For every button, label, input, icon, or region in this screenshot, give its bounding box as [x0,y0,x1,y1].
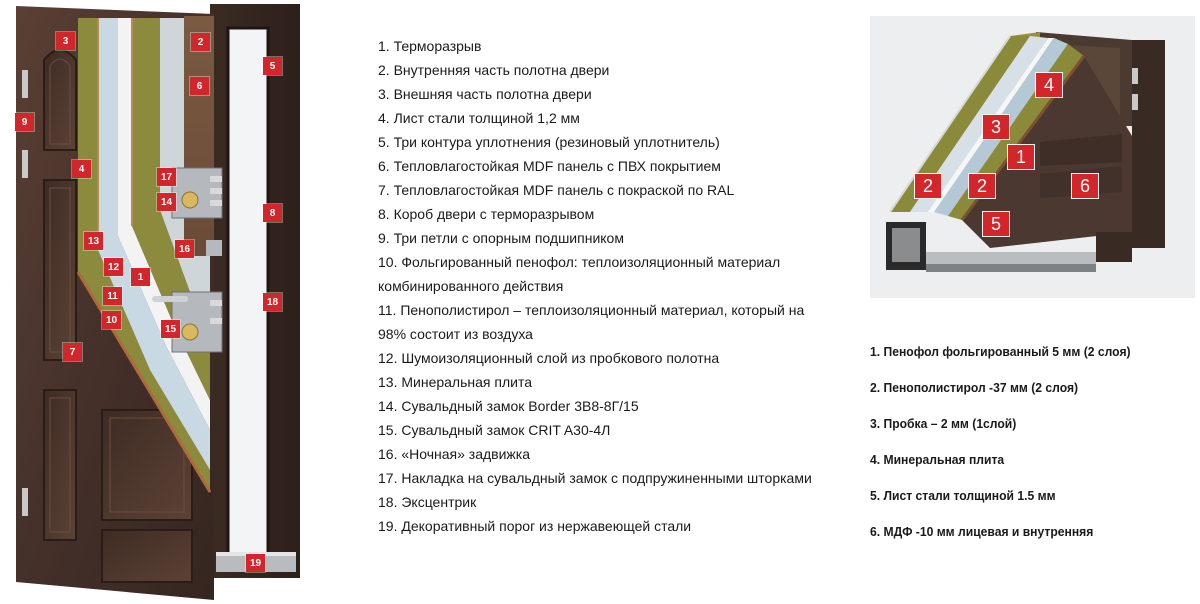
door-label-18: 18 [263,293,282,311]
list-item: 14. Сувальдный замок Border 3В8-8Г/15 [378,398,639,414]
section-label-1: 1 [1007,144,1035,170]
list-item: 13. Минеральная плита [378,374,532,390]
list-item: 8. Короб двери с терморазрывом [378,206,595,222]
door-label-8: 8 [263,204,282,222]
door-cutaway-illustration [0,0,300,604]
spec-item: 6. МДФ -10 мм лицевая и внутренняя [870,524,1094,539]
door-label-15: 15 [161,320,180,338]
door-label-5: 5 [263,57,282,75]
spec-item: 4. Минеральная плита [870,452,1005,467]
door-label-10: 10 [102,311,121,329]
door-label-12: 12 [104,258,123,276]
spec-item: 1. Пенофол фольгированный 5 мм (2 слоя) [870,344,1131,359]
spec-item: 3. Пробка – 2 мм (1слой) [870,416,1017,431]
list-item: 6. Тепловлагостойкая MDF панель с ПВХ покрытием [378,158,721,174]
door-label-11: 11 [103,287,122,305]
section-label-3: 3 [982,114,1010,140]
door-label-7: 7 [63,343,82,361]
list-item: 5. Три контура уплотнения (резиновый уплотнитель) [378,134,720,150]
list-item: 3. Внешняя часть полотна двери [378,86,592,102]
list-item: 4. Лист стали толщиной 1,2 мм [378,110,580,126]
list-item: 9. Три петли с опорным подшипником [378,230,624,246]
list-item: 18. Эксцентрик [378,494,477,510]
section-label-4: 4 [1035,72,1063,98]
list-item: 10. Фольгированный пенофол: теплоизоляционный материал [378,254,781,270]
list-item: 12. Шумоизоляционный слой из пробкового полотна [378,350,720,366]
list-item: 11. Пенополистирол – теплоизоляционный материал, который на [378,302,805,318]
door-label-19: 19 [246,554,265,572]
door-label-14: 14 [157,193,176,211]
component-list [378,34,848,538]
section-label-5: 5 [982,211,1010,237]
list-item: 17. Накладка на сувальдный замок с подпружиненными шторками [378,470,812,486]
list-item: 1. Терморазрыв [378,38,482,54]
door-label-3: 3 [56,32,75,50]
door-label-2: 2 [191,33,210,51]
list-item: 15. Сувальдный замок CRIT A30-4Л [378,422,611,438]
list-item: комбинированного действия [378,278,564,294]
list-item: 16. «Ночная» задвижка [378,446,531,462]
list-item: 7. Тепловлагостойкая MDF панель с покраской по RAL [378,182,735,198]
spec-item: 2. Пенополистирол -37 мм (2 слоя) [870,380,1079,395]
section-label-2-left: 2 [914,173,942,199]
door-label-16: 16 [175,240,194,258]
section-label-6: 6 [1071,173,1099,199]
section-label-2-right: 2 [968,173,996,199]
door-label-6: 6 [190,77,209,95]
list-item: 19. Декоративный порог из нержавеющей стали [378,518,692,534]
door-label-17: 17 [157,168,176,186]
door-label-1: 1 [131,268,150,286]
door-label-9: 9 [15,113,34,131]
door-frame [210,4,300,578]
spec-item: 5. Лист стали толщиной 1.5 мм [870,488,1056,503]
door-label-4: 4 [72,160,91,178]
list-item: 98% состоит из воздуха [378,326,533,342]
layer-spec-list [870,340,1200,556]
door-label-13: 13 [84,232,103,250]
list-item: 2. Внутренняя часть полотна двери [378,62,610,78]
